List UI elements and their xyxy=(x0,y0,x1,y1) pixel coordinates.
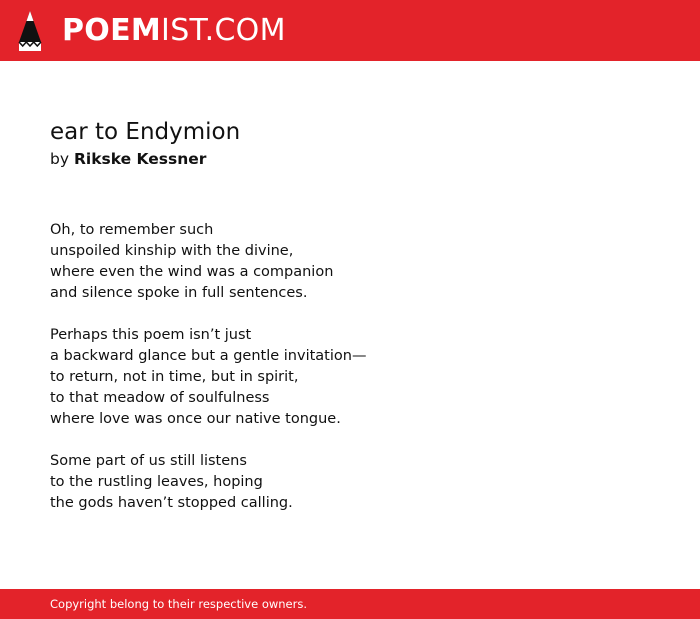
poem-line: to that meadow of soulfulness xyxy=(50,390,270,406)
poem-body xyxy=(50,220,670,514)
site-logo-text xyxy=(62,10,286,52)
poem-title: ear to Endymion xyxy=(50,119,241,145)
copyright-notice: Copyright belong to their respective owners. xyxy=(50,597,308,611)
poem-line: Some part of us still listens xyxy=(50,453,247,469)
poem-line: to return, not in time, but in spirit, xyxy=(50,369,299,385)
poem-stanza xyxy=(50,220,670,304)
site-logo-link[interactable] xyxy=(18,10,286,52)
poem-content xyxy=(50,116,670,535)
site-footer xyxy=(0,589,700,619)
poem-line: to the rustling leaves, hoping xyxy=(50,474,263,490)
poem-byline xyxy=(50,148,670,170)
poem-line: Perhaps this poem isn’t just xyxy=(50,327,252,343)
poem-line: where even the wind was a companion xyxy=(50,264,334,280)
poem-author: Rikske Kessner xyxy=(73,150,207,168)
poem-line: and silence spoke in full sentences. xyxy=(50,285,308,301)
poem-line: a backward glance but a gentle invitation— xyxy=(50,348,367,364)
pencil-tip-icon xyxy=(18,10,42,52)
logo-light-text: IST.COM xyxy=(161,13,286,48)
logo-bold-text: POEM xyxy=(62,13,162,48)
poem-line: unspoiled kinship with the divine, xyxy=(50,243,294,259)
poem-line: Oh, to remember such xyxy=(50,222,214,238)
poem-stanza xyxy=(50,451,670,514)
poem-line: the gods haven’t stopped calling. xyxy=(50,495,293,511)
poem-line: where love was once our native tongue. xyxy=(50,411,341,427)
poem-stanza xyxy=(50,325,670,430)
by-label: by xyxy=(50,150,70,168)
site-header xyxy=(0,0,700,61)
